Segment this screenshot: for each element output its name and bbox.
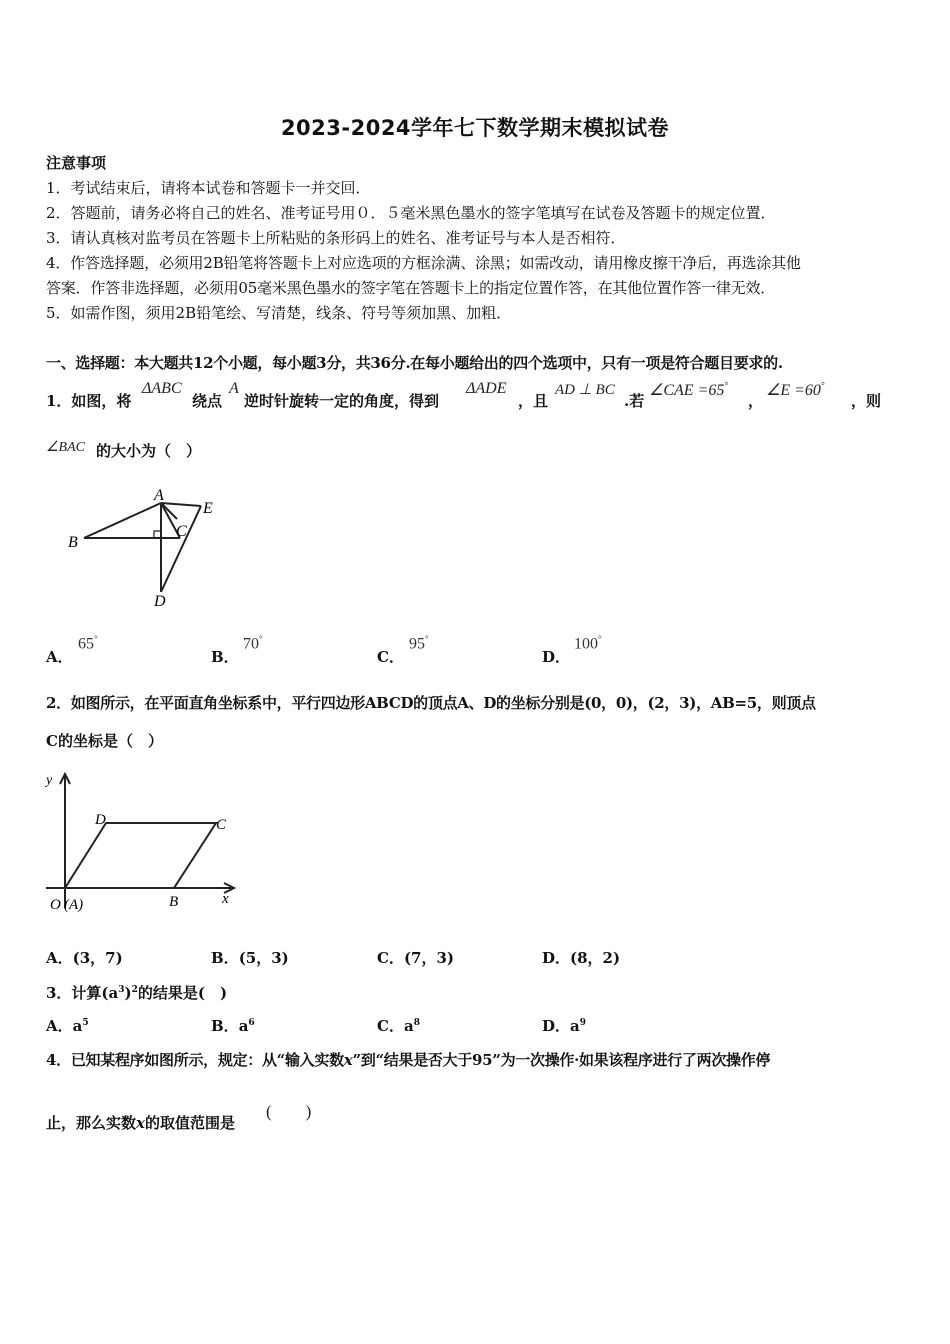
- q3-option-a[interactable]: A．$a^5$: [46, 1017, 89, 1035]
- page-title: 2023-2024学年七下数学期末模拟试卷: [280, 116, 670, 140]
- q1-text: ，则: [851, 392, 882, 410]
- q2-label-o: O: [50, 897, 61, 913]
- q3-option-c[interactable]: C．$a^8$: [377, 1017, 420, 1035]
- q4-answer-blank: ( ): [266, 1102, 312, 1121]
- section-heading: 一、选择题：本大题共12个小题，每小题3分，共36分.在每小题给出的四个选项中，只有一项是符合题目要求的.: [46, 354, 783, 372]
- q2-option-d[interactable]: D．(8，2): [542, 949, 621, 967]
- notice-item: 答案．作答非选择题，必须用05毫米黑色墨水的签字笔在答题卡上的指定位置作答，在其他位置作答一律无效．: [46, 279, 776, 297]
- q1-option-a-value: 65°: [78, 634, 98, 653]
- q1-math: ΔABC: [142, 380, 182, 397]
- q1-math: A: [229, 380, 239, 397]
- q2-option-c[interactable]: C．(7，3): [377, 949, 455, 967]
- notice-item: 5．如需作图，须用2B铅笔绘、写清楚，线条、符号等须加黑、加粗．: [46, 304, 512, 322]
- q2-option-a[interactable]: A．(3，7): [46, 949, 123, 967]
- q1-text: ，: [748, 392, 764, 410]
- q1-math: ∠CAE =65°: [649, 380, 728, 399]
- notice-heading: 注意事项: [46, 154, 107, 172]
- q1-text: 1．如图，将: [46, 392, 132, 410]
- q1-text: ，且: [518, 392, 549, 410]
- notice-item: 1．考试结束后，请将本试卷和答题卡一并交回．: [46, 179, 371, 197]
- q1-text: 逆时针旋转一定的角度，得到: [244, 392, 440, 410]
- q1-label-a: A: [154, 487, 164, 504]
- q4-text: 止，那么实数x的取值范围是: [46, 1114, 235, 1132]
- q1-figure-lines: [84, 503, 201, 592]
- q1-text: 的大小为（ ）: [96, 442, 202, 460]
- q1-math: ∠E =60°: [766, 380, 825, 399]
- q3-option-b[interactable]: B．$a^6$: [211, 1017, 255, 1035]
- q2-axis-y-label: y: [46, 773, 53, 788]
- q2-text: C的坐标是（ ）: [46, 732, 163, 750]
- q1-label-c: C: [176, 523, 187, 540]
- q1-option-b[interactable]: B．: [211, 648, 239, 666]
- q2-text: 2．如图所示，在平面直角坐标系中，平行四边形ABCD的顶点A、D的坐标分别是(0，0)，(2，3)，AB=5，则顶点: [46, 694, 816, 712]
- q1-label-e: E: [203, 500, 213, 517]
- q2-label-d: D: [95, 812, 106, 828]
- q3-text: 3．计算$(a^3)^2$的结果是( ): [46, 984, 228, 1002]
- q1-label-d: D: [154, 593, 166, 610]
- q1-option-c-value: 95°: [409, 634, 429, 653]
- notice-item: 3．请认真核对监考员在答题卡上所粘贴的条形码上的姓名、准考证号与本人是否相符．: [46, 229, 626, 247]
- q2-parallelogram-figure: [40, 770, 240, 915]
- q2-figure-lines: [46, 774, 234, 908]
- q2-option-b[interactable]: B．(5，3): [211, 949, 289, 967]
- notice-item: 2．答题前，请务必将自己的姓名、准考证号用０．５毫米黑色墨水的签字笔填写在试卷及答题卡的规定位置．: [46, 204, 776, 222]
- q1-math: ∠BAC: [46, 440, 85, 455]
- q1-math: AD ⊥ BC: [555, 382, 615, 398]
- q1-triangle-figure: [40, 482, 230, 612]
- q1-option-c[interactable]: C．: [377, 648, 404, 666]
- q1-option-d[interactable]: D．: [542, 648, 571, 666]
- q2-label-b: B: [169, 894, 179, 910]
- q2-label-a: (A): [64, 897, 84, 913]
- q3-option-d[interactable]: D．$a^9$: [542, 1017, 587, 1035]
- notice-item: 4．作答选择题，必须用2B铅笔将答题卡上对应选项的方框涂满、涂黑；如需改动，请用橡皮擦干净后，再选涂其他: [46, 254, 801, 272]
- q1-option-d-value: 100°: [574, 634, 602, 653]
- q4-text: 4．已知某程序如图所示，规定：从“输入实数x”到“结果是否大于95”为一次操作·如果该程序进行了两次操作停: [46, 1051, 771, 1069]
- q1-text: 绕点: [192, 392, 223, 410]
- q1-text: .若: [624, 392, 645, 410]
- q1-option-a[interactable]: A．: [46, 648, 73, 666]
- q1-math: ΔADE: [466, 380, 507, 397]
- q1-label-b: B: [68, 534, 78, 551]
- q2-axis-x-label: x: [222, 891, 229, 907]
- q2-label-c: C: [216, 817, 227, 833]
- q1-option-b-value: 70°: [243, 634, 263, 653]
